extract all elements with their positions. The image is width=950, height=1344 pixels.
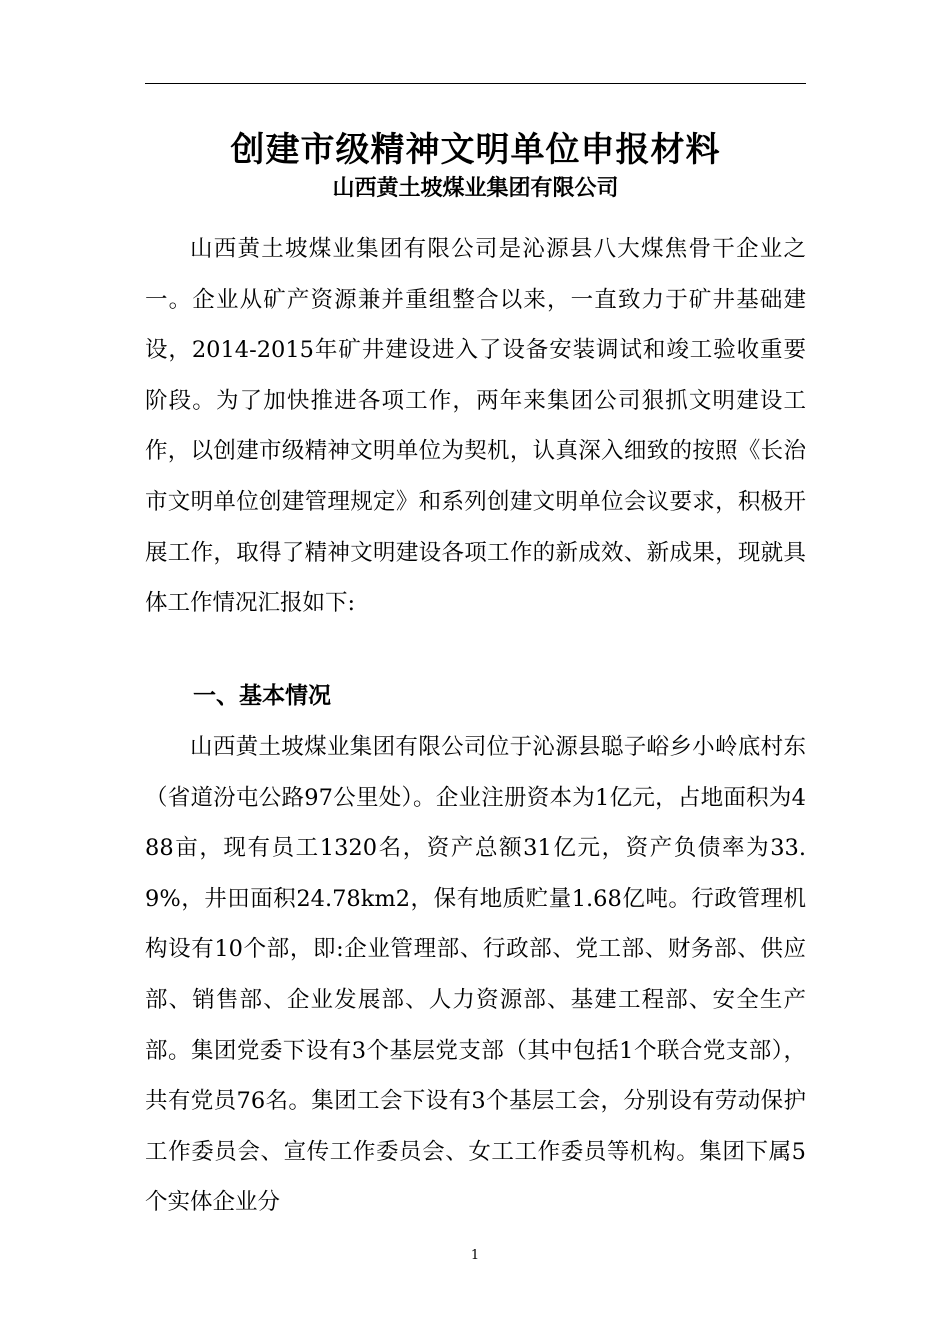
intro-paragraph: 山西黄土坡煤业集团有限公司是沁源县八大煤焦骨干企业之一。企业从矿产资源兼并重组整合以来，一直致力于矿井基础建设，2014-2015年矿井建设进入了设备安装调试和竣工验收重要阶段。为了加快推进各项工作，两年来集团公司狠抓文明建设工作，以创建市级精神文明单位为契机，认真深入细致的按照《长治市文明单位创建管理规定》和系列创建文明单位会议要求，积极开展工作，取得了精神文明建设各项工作的新成效、新成果，现就具体工作情况汇报如下: xyxy=(145,236,806,617)
page-number: 1 xyxy=(470,1248,480,1263)
header-rule xyxy=(145,83,806,84)
document-title: 创建市级精神文明单位申报材料 xyxy=(230,130,721,170)
basic-info-paragraph: 山西黄土坡煤业集团有限公司位于沁源县聪子峪乡小岭底村东（省道汾屯公路97公里处）。企业注册资本为1亿元，占地面积为488亩，现有员工1320名，资产总额31亿元，资产负债率为33.9%，井田面积24.78km2，保有地质贮量1.68亿吨。行政管理机构设有10个部，即:企业管理部、行政部、党工部、财务部、供应部、销售部、企业发展部、人力资源部、基建工程部、安全生产部。集团党委下设有3个基层党支部（其中包括1个联合党支部），共有党员76名。集团工会下设有3个基层工会，分别设有劳动保护工作委员会、宣传工作委员会、女工工作委员等机构。集团下属5个实体企业分 xyxy=(145,734,806,1216)
document-subtitle: 山西黄土坡煤业集团有限公司 xyxy=(332,176,619,201)
section-heading-basic-info: 一、基本情况 xyxy=(193,683,331,709)
